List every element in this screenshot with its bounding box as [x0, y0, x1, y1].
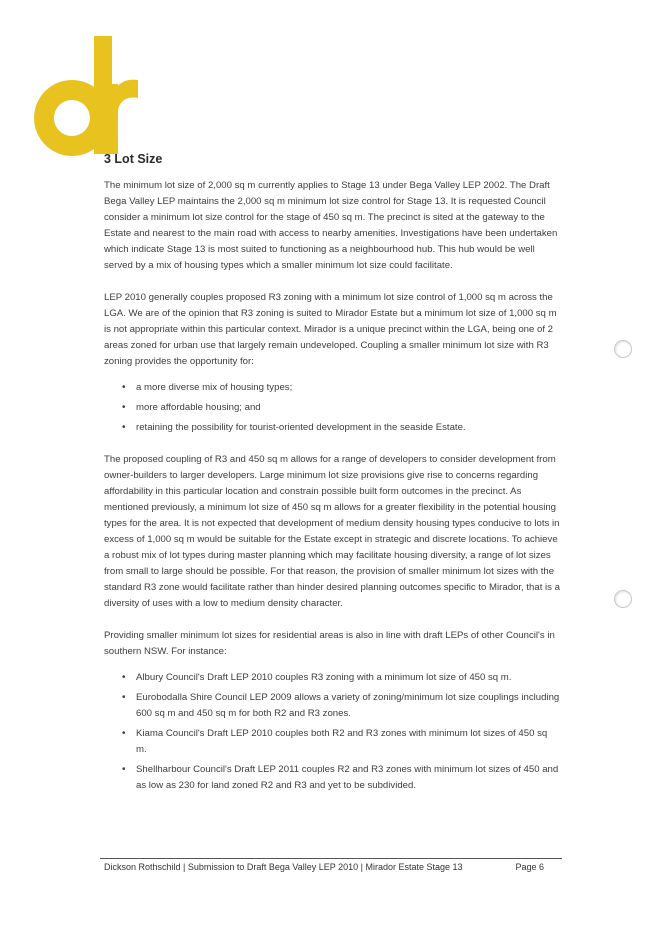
list-item: • a more diverse mix of housing types;	[122, 380, 560, 396]
list-item: • Albury Council's Draft LEP 2010 couples R3 zoning with a minimum lot size of 450 sq m.	[122, 670, 560, 686]
paragraph: The proposed coupling of R3 and 450 sq m allows for a range of developers to consider development from owner-builders to larger developers. Large minimum lot size provisions give rise to concerns regarding affordability in this particular location and constrain possible built form outcomes in the precinct. As mentioned previously, a minimum lot size of 450 sq m allows for a greater flexibility in the potential housing types for the area. It is not expected that development of medium density housing types conducive to lots in excess of 1,000 sq m would be suitable for the Estate except in strategic and discrete locations. To achieve a robust mix of lot types during master planning which may facilitate housing diversity, a range of lot sizes from small to large should be possible. For that reason, the provision of smaller minimum lot sizes with the standard R3 zone would facilitate rather than hinder desired planning outcomes specific to Mirador, that is a diversity of uses with a low to medium density character.	[104, 454, 560, 609]
bullet-list	[104, 670, 560, 794]
bullet-list	[104, 380, 560, 436]
list-item: • Kiama Council's Draft LEP 2010 couples both R2 and R3 zones with minimum lot sizes of 450 sq m.	[122, 726, 560, 758]
punch-hole	[614, 590, 632, 608]
list-item: • more affordable housing; and	[122, 400, 560, 416]
list-item: • Eurobodalla Shire Council LEP 2009 allows a variety of zoning/minimum lot size couplings including 600 sq m and 450 sq m for both R2 and R3 zones.	[122, 690, 560, 722]
dr-logo	[30, 28, 140, 158]
page-number: Page 6	[515, 862, 544, 872]
footer-text: Dickson Rothschild | Submission to Draft Bega Valley LEP 2010 | Mirador Estate Stage 13	[104, 862, 463, 872]
punch-hole	[614, 340, 632, 358]
paragraph: LEP 2010 generally couples proposed R3 zoning with a minimum lot size control of 1,000 sq m across the LGA. We are of the opinion that R3 zoning is suited to Mirador Estate but a minimum lot size of 1,000 sq m is not appropriate within this particular context. Mirador is a unique precinct within the LGA, being one of 2 areas zoned for urban use that largely remain undeveloped. Coupling a smaller minimum lot size with R3 zoning provides the opportunity for:	[104, 292, 557, 367]
paragraph: Providing smaller minimum lot sizes for residential areas is also in line with draft LEPs of other Council's in southern NSW. For instance:	[104, 630, 555, 657]
page-footer	[104, 862, 544, 872]
section-heading: 3 Lot Size	[104, 152, 163, 166]
body-content	[104, 178, 560, 810]
list-item: • retaining the possibility for tourist-oriented development in the seaside Estate.	[122, 420, 560, 436]
footer-divider	[100, 858, 562, 859]
paragraph: The minimum lot size of 2,000 sq m currently applies to Stage 13 under Bega Valley LEP 2002. The Draft Bega Valley LEP maintains the 2,000 sq m minimum lot size control for Stage 13. It is requested Council consider a minimum lot size control for the stage of 450 sq m. The precinct is sited at the gateway to the Estate and nearest to the main road with access to nearby amenities. Investigations have been undertaken which indicate Stage 13 is most suited to functioning as a neighbourhood hub. This hub would be well served by a mix of housing types which a smaller minimum lot size could facilitate.	[104, 180, 558, 271]
list-item: • Shellharbour Council's Draft LEP 2011 couples R2 and R3 zones with minimum lot sizes of 450 and as low as 230 for land zoned R2 and R3 and yet to be subdivided.	[122, 762, 560, 794]
